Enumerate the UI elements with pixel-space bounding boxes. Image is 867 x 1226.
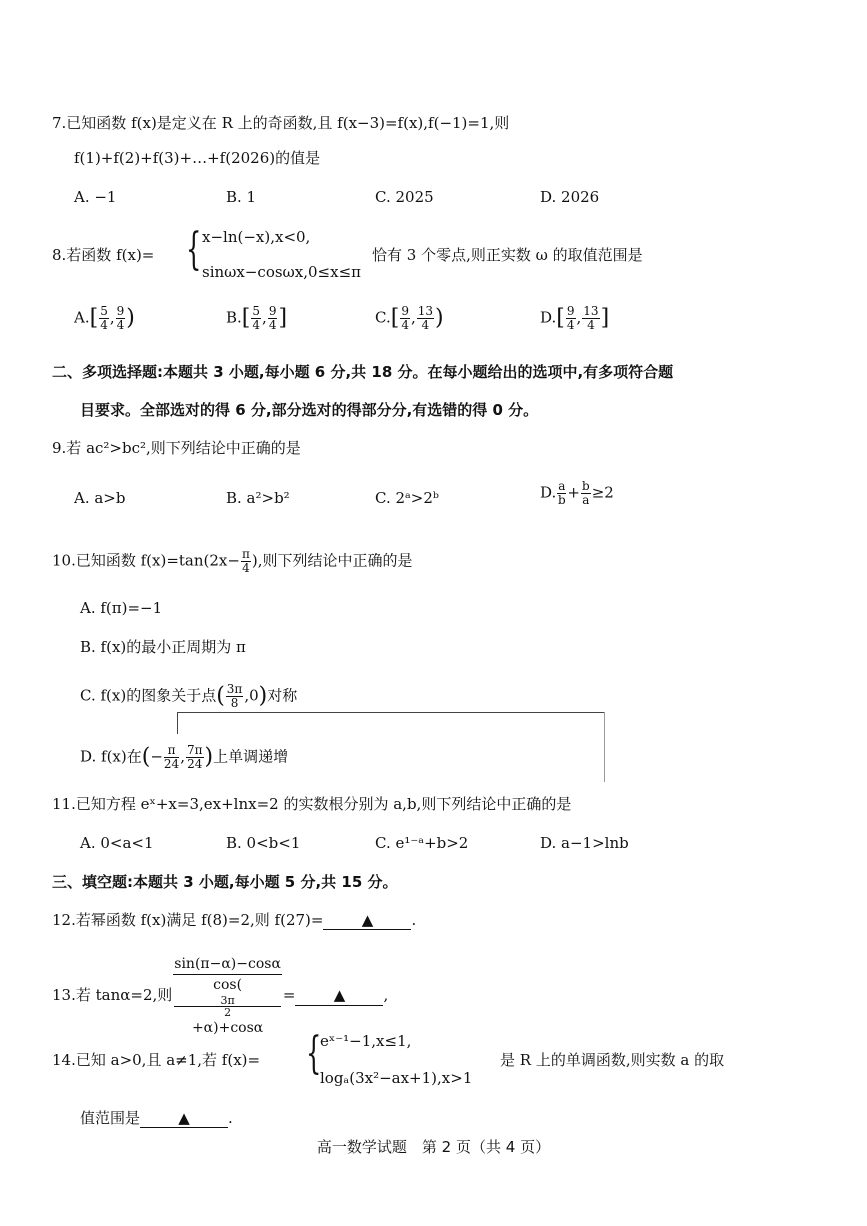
q8-brace: { [186,224,202,275]
q8-stem-suffix: 恰有 3 个零点,则正实数 ω 的取值范围是 [372,246,643,264]
q11-option-c: C. e¹⁻ᵃ+b>2 [375,834,469,852]
q14-brace: { [306,1028,322,1079]
q14-answer-blank [140,1109,228,1128]
q10-option-b: B. f(x)的最小正周期为 π [80,638,246,656]
q13-numerator: sin(π−α)−cosα [173,954,282,975]
scan-artifact-line [604,712,605,782]
q10c-frac-3pi-8: $\frac{3\pi}{8}$ [226,682,243,710]
q12-stem [52,910,416,930]
q10d-frac-pi-24: $\frac{\pi}{24}$ [163,743,180,771]
q10-stem-pre: 10.已知函数 f(x)=tan(2x− [52,551,240,570]
q14-end: . [228,1109,233,1127]
q14-line2-text: 值范围是 [80,1109,141,1127]
section2-heading-line1: 二、多项选择题:本题共 3 小题,每小题 6 分,共 18 分。在每小题给出的选项中,有多项符合题 [52,363,674,381]
q8-option-c-label: C. [375,308,391,327]
q7-option-c: C. 2025 [375,188,434,206]
q14-case-1: eˣ⁻¹−1,x≤1, [320,1032,412,1050]
q8a-frac-right: $\frac{9}{4}$ [116,304,125,332]
q8-option-b-label: B. [226,308,242,327]
q8-case-1: x−ln(−x),x<0, [202,228,311,246]
q10-option-c-post: 对称 [267,686,298,705]
q9-stem: 9.若 ac²>bc²,则下列结论中正确的是 [52,439,301,457]
blank-marker-icon: ▲ [178,1109,190,1127]
q10-option-c: C. f(x)的图象关于点( $\frac{3\pi}{8}$ ,0)对称 [80,682,298,710]
q8c-frac-right: $\frac{13}{4}$ [417,304,434,332]
q9-option-d: D. $\frac{a}{b}$ + $\frac{b}{a}$ ≥2 [540,479,614,507]
q9d-tail: ≥2 [591,483,614,502]
q12-end: . [411,911,417,929]
q8-option-d-label: D. [540,308,557,327]
q14-stem-suffix: 是 R 上的单调函数,则实数 a 的取 [500,1051,725,1069]
q9-option-b: B. a²>b² [226,489,290,507]
q13-main-fraction [173,954,282,1038]
blank-marker-icon: ▲ [361,911,374,929]
q9-option-d-label: D. [540,483,557,502]
q13-prefix: 13.若 tanα=2,则 [52,986,173,1004]
q9-option-c: C. 2ᵃ>2ᵇ [375,489,439,507]
q13-stem [52,954,389,1036]
q11-option-d: D. a−1>lnb [540,834,629,852]
q9d-frac-a-b: $\frac{a}{b}$ [558,479,566,507]
q10-stem-post: ),则下列结论中正确的是 [251,551,413,570]
scan-artifact-line [177,712,605,713]
page-footer: 高一数学试题 第 2 页（共 4 页） [316,1138,551,1156]
q14-stem-line2 [80,1108,233,1128]
q10-option-d-pre: D. f(x)在 [80,747,142,766]
q7-option-d: D. 2026 [540,188,600,206]
q13-answer-blank [295,985,383,1006]
q10-option-c-pre: C. f(x)的图象关于点 [80,686,217,705]
q14-case-2: logₐ(3x²−ax+1),x>1 [320,1069,473,1087]
q8-option-a: A.[ $\frac{5}{4}$ , $\frac{9}{4}$ ) [74,304,135,332]
q10-stem [52,548,412,575]
q7-stem-line1: 7.已知函数 f(x)是定义在 R 上的奇函数,且 f(x−3)=f(x),f(−1)=1,则 [52,114,510,132]
q7-option-a: A. −1 [74,188,117,206]
q7-stem-line2: f(1)+f(2)+f(3)+…+f(2026)的值是 [74,149,321,167]
q13-denominator: cos( 3π 2 +α)+cosα [173,975,282,1038]
q8-option-c: C.[ $\frac{9}{4}$ , $\frac{13}{4}$ ) [375,304,444,332]
q9d-frac-b-a: $\frac{b}{a}$ [582,479,590,507]
q10d-frac-7pi-24: $\frac{7\pi}{24}$ [186,743,203,771]
q7-option-b: B. 1 [226,188,257,206]
q8d-frac-right: $\frac{13}{4}$ [583,304,599,332]
q8-option-a-label: A. [74,308,90,327]
q11-stem: 11.已知方程 eˣ+x=3,ex+lnx=2 的实数根分别为 a,b,则下列结论中正确的是 [52,795,572,813]
q8b-frac-right: $\frac{9}{4}$ [268,304,277,332]
q11-option-b: B. 0<b<1 [226,834,301,852]
q10-frac-pi-4: $\frac{\pi}{4}$ [241,547,250,575]
q10-option-a: A. f(π)=−1 [80,599,163,617]
q10-option-d: D. f(x)在(− $\frac{\pi}{24}$ , $\frac{7\pi}{24}$ )上单调递增 [80,743,289,771]
q8-option-d: D.[ $\frac{9}{4}$ , $\frac{13}{4}$ ] [540,304,610,332]
section3-heading: 三、填空题:本题共 3 小题,每小题 5 分,共 15 分。 [52,873,398,891]
q8a-frac-left: $\frac{5}{4}$ [100,304,108,332]
q8-case-2: sinωx−cosωx,0≤x≤π [202,263,362,281]
q8c-frac-left: $\frac{9}{4}$ [401,304,409,332]
scan-artifact-line [177,712,178,734]
q8-stem-prefix: 8.若函数 f(x)= [52,246,155,264]
q8d-frac-left: $\frac{9}{4}$ [566,304,575,332]
q13-eq: = [282,986,296,1004]
q10-option-d-post: 上单调递增 [213,747,289,766]
q12-stem-text: 12.若幂函数 f(x)满足 f(8)=2,则 f(27)= [52,911,324,929]
q13-end: , [383,986,389,1004]
q13-frac-3pi-2: 3π 2 [174,995,281,1018]
q8-option-b: B.[ $\frac{5}{4}$ , $\frac{9}{4}$ ] [226,304,288,332]
q14-stem-prefix: 14.已知 a>0,且 a≠1,若 f(x)= [52,1051,261,1069]
section2-heading-line2: 目要求。全部选对的得 6 分,部分选对的得部分分,有选错的得 0 分。 [80,401,539,419]
q12-answer-blank [323,911,411,930]
q9-option-a: A. a>b [74,489,126,507]
blank-marker-icon: ▲ [333,986,346,1004]
q8b-frac-left: $\frac{5}{4}$ [252,304,261,332]
q11-option-a: A. 0<a<1 [80,834,154,852]
